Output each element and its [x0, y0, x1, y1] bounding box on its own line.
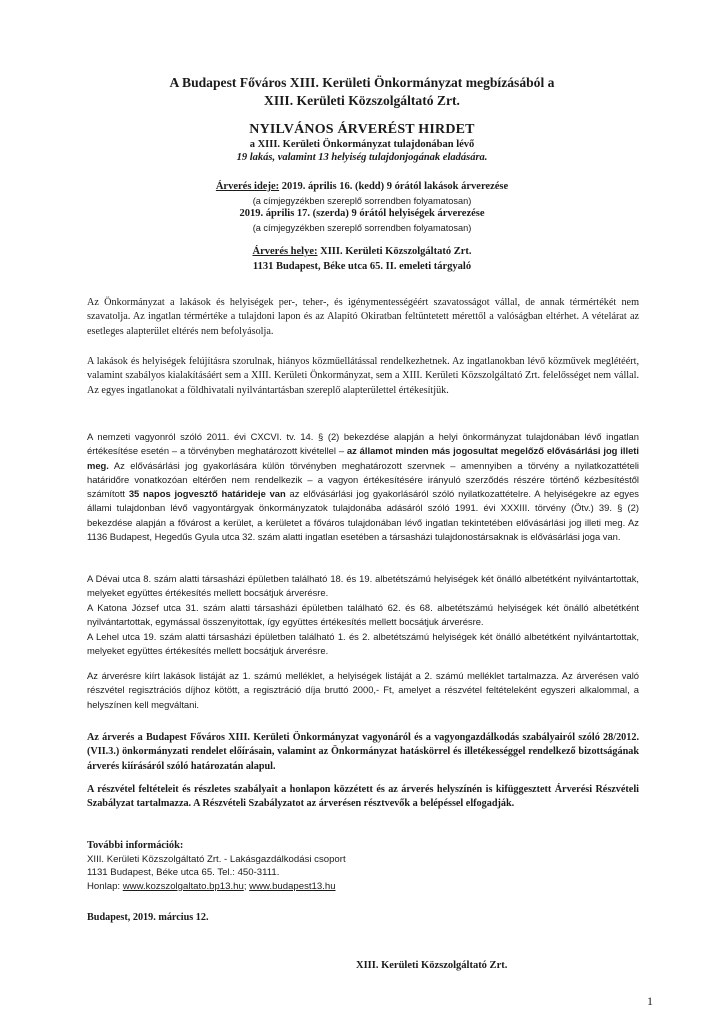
contact-label: További információk: — [87, 840, 184, 851]
auction-time-label: Árverés ideje: — [215, 181, 280, 192]
header-line-1: A Budapest Főváros XIII. Kerületi Önkormányzat megbízásából a — [169, 75, 555, 90]
announcement-subtitle-2: 19 lakás, valamint 13 helyiség tulajdonjogának eladására. — [236, 152, 488, 163]
link-separator: ; — [243, 880, 247, 892]
contact-block — [87, 839, 507, 893]
auction-place-value-1: XIII. Kerületi Közszolgáltató Zrt. — [320, 246, 472, 257]
contact-line-1: XIII. Kerületi Közszolgáltató Zrt. - Lakásgazdálkodási csoport — [87, 853, 346, 865]
auction-time-line-1 — [0, 180, 724, 194]
paragraph-rules: A részvétel feltételeit és részletes szabályait a honlapon közzétett és az árverés helyszínén is kifüggesztett Árverési Részvételi Szabályzat tartalmazza. A Részvételi Szabályzatot az árverésen résztvevők a belépéssel elfogadják. — [87, 784, 639, 810]
paragraph-katona: A Katona József utca 31. szám alatti társasházi épületben található 62. és 68. albetétszámú helyiségek két önálló albetétként nyilvántartottak, egymással összenyitottak, így együttes értékesítés mellett bocsátjuk árverésre. — [87, 602, 639, 628]
document-date: Budapest, 2019. március 12. — [87, 912, 209, 923]
contact-web-label: Honlap: — [87, 880, 121, 892]
announcement-heading: NYILVÁNOS ÁRVERÉST HIRDET — [249, 122, 475, 137]
paragraph-preemption — [87, 430, 639, 544]
paragraph-condition: A lakások és helyiségek felújításra szorulnak, hiányos közműellátással rendelkezhetnek. Az ingatlanokban lévő közművek meglétéért, valamint szabályos kialakításáért sem a XIII. Kerületi Önkormányzat, sem a XIII. Kerületi Közszolgáltató Zrt. felelősséget nem vállal. Az egyes ingatlanokat a földhivatali nyilvántartásban szereplő alapterülettel értékesítjük. — [87, 356, 639, 396]
signature: XIII. Kerületi Közszolgáltató Zrt. — [356, 960, 508, 971]
paragraph-devai: A Dévai utca 8. szám alatti társasházi épületben található 18. és 19. albetétszámú helyiségek két önálló albetétként nyilvántartottak, melyeket együttes értékesítés mellett bocsátjuk árverésre. — [87, 573, 639, 599]
auction-time-value-1: 2019. április 16. (kedd) 9 órától lakások árverezése — [281, 181, 509, 192]
preemption-text-bold-1: az államot minden más jogosultat megelőző elővásárlási jog illeti meg. — [87, 445, 640, 471]
preemption-text-e: az elővásárlási jog gyakorlásáról szóló nyilatkozattételre. A helyiségekre az egyes állami tulajdonban lévő vagyontárgyak önkormányzatok tulajdonába adásáról szóló 1991. évi XXXIII. törvény (Ötv.) 39. § (2) bekezdése alapján a fővárost a kerület, a kerületet a főváros tulajdonában lévő ingatlan tekintetében elővásárlási jog illeti meg. Az 1136 Budapest, Hegedűs Gyula utca 32. szám alatti ingatlan esetében a társasházi tulajdonostársaknak is elővásárlási joga van. — [87, 488, 639, 543]
auction-place-line-1 — [0, 245, 724, 259]
auction-place-line-2: 1131 Budapest, Béke utca 65. II. emeleti tárgyaló — [252, 261, 472, 272]
contact-web — [87, 880, 507, 894]
announcement-subtitle-1: a XIII. Kerületi Önkormányzat tulajdonában lévő — [249, 139, 475, 150]
auction-time-line-2: 2019. április 17. (szerda) 9 órától helyiségek árverezése — [239, 208, 485, 219]
paragraph-registration: Az árverésre kiírt lakások listáját az 1. számú melléklet, a helyiségek listáját a 2. számú melléklet tartalmazza. Az árverésen való részvétel regisztrációs díjhoz kötött, a regisztráció díja bruttó 2000,- Ft, amelyet a részvétel feltételeként egyszeri alkalommal, a helyszínen kell megváltani. — [87, 670, 639, 710]
auction-time-note-1: (a címjegyzékben szereplő sorrendben folyamatosan) — [252, 196, 472, 206]
preemption-text-c: Az elővásárlási jog gyakorlására külön törvényben meghatározott szervnek – amennyiben a törvény a nyilatkozattételi határidőre vonatkozóan eltérően nem rendelkezik – a vagyon értékesítésére irányuló szerződés részére történő kézbesítéstől számított — [87, 459, 639, 500]
preemption-text-a: A nemzeti vagyonról szóló 2011. évi CXCVI. tv. 14. § (2) bekezdése alapján a helyi önkormányzat tulajdonában lévő ingatlan értékesítése esetén – a törvényben meghatározott kivétellel – — [87, 431, 639, 457]
paragraph-warranty: Az Önkormányzat a lakások és helyiségek per-, teher-, és igénymentességéért szavatosságot vállal, de annak térmértékét nem szavatolja. Az ingatlan térmértéke a tulajdoni lapon és az Alapító Okiratban feltüntetett mérettől a valóságban eltérhet. A vételárat az esetleges alapterület eltérés nem befolyásolja. — [87, 297, 639, 337]
website-link-1[interactable]: www.kozszolgaltato.bp13.hu — [122, 880, 244, 892]
contact-line-2: 1131 Budapest, Béke utca 65. Tel.: 450-3111. — [87, 867, 280, 878]
header-line-2: XIII. Kerületi Közszolgáltató Zrt. — [264, 93, 460, 108]
auction-time-note-2: (a címjegyzékben szereplő sorrendben folyamatosan) — [252, 223, 472, 233]
website-link-2[interactable]: www.budapest13.hu — [249, 880, 336, 892]
paragraph-legal-basis: Az árverés a Budapest Főváros XIII. Kerületi Önkormányzat vagyonáról és a vagyongazdálkodás szabályairól szóló 28/2012. (VII.3.) önkormányzati rendelet előírásain, valamint az Önkormányzat hatáskörrel és illetékességgel rendelkező bizottságának árverés kiírásáról szóló határozatán alapul. — [87, 732, 639, 772]
auction-place-label: Árverés helye: — [252, 246, 318, 257]
paragraph-lehel: A Lehel utca 19. szám alatti társasházi épületben található 1. és 2. albetétszámú helyiségek két önálló albetétként nyilvántartottak, melyeket együttes értékesítés mellett bocsátjuk árverésre. — [87, 631, 639, 657]
page-number: 1 — [647, 994, 653, 1008]
preemption-text-bold-2: 35 napos jogvesztő határideje van — [128, 488, 286, 500]
